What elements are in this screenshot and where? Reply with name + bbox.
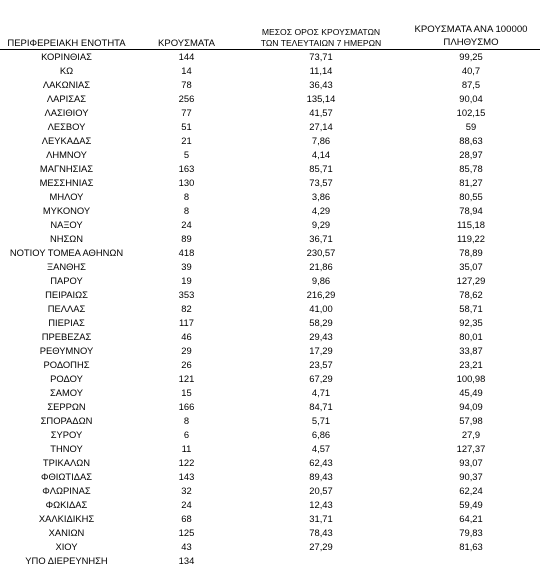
cell-per100k: 88,63 bbox=[459, 134, 483, 146]
cell-cases: 418 bbox=[178, 246, 195, 258]
cell-per100k: 78,89 bbox=[459, 246, 483, 258]
cell-cases: 43 bbox=[181, 540, 192, 552]
cell-region: ΤΗΝΟΥ bbox=[50, 442, 83, 454]
cell-cases: 19 bbox=[181, 274, 192, 286]
cell-avg bbox=[240, 554, 402, 568]
cell-per100k: 127,29 bbox=[456, 274, 486, 286]
cell-cases: 77 bbox=[181, 106, 192, 118]
cell-region: ΛΕΣΒΟΥ bbox=[47, 120, 86, 132]
cell-cases: 32 bbox=[181, 484, 192, 496]
cell-avg: 29,43 bbox=[309, 330, 333, 342]
cell-cases: 11 bbox=[181, 442, 192, 454]
table-row bbox=[0, 120, 540, 134]
cell-avg: 73,57 bbox=[309, 176, 333, 188]
cell-cases: 353 bbox=[178, 288, 195, 300]
cell-per100k: 40,7 bbox=[461, 64, 481, 76]
cell-avg: 84,71 bbox=[309, 400, 333, 412]
table-row bbox=[0, 372, 540, 386]
cell-avg: 20,57 bbox=[309, 484, 333, 496]
cell-avg: 41,00 bbox=[309, 302, 333, 314]
cell-per100k: 23,21 bbox=[459, 358, 483, 370]
header-avg-line1: ΜΕΣΟΣ ΟΡΟΣ ΚΡΟΥΣΜΑΤΩΝ bbox=[261, 26, 381, 37]
cell-cases: 24 bbox=[181, 218, 192, 230]
cell-per100k: 115,18 bbox=[457, 218, 485, 230]
cell-per100k: 78,62 bbox=[459, 288, 483, 300]
table-header bbox=[0, 14, 540, 49]
cell-cases: 6 bbox=[183, 428, 190, 440]
header-per-100k bbox=[402, 14, 540, 49]
cell-cases: 256 bbox=[178, 92, 195, 104]
cell-per100k: 80,55 bbox=[459, 190, 483, 202]
cell-avg: 23,57 bbox=[309, 358, 333, 370]
header-avg-line2: ΤΩΝ ΤΕΛΕΥΤΑΙΩΝ 7 ΗΜΕΡΩΝ bbox=[260, 37, 382, 48]
cell-cases: 134 bbox=[178, 554, 195, 566]
cell-region: ΜΥΚΟΝΟΥ bbox=[42, 204, 91, 216]
cell-region: ΣΑΜΟΥ bbox=[49, 386, 84, 398]
cell-cases: 82 bbox=[181, 302, 192, 314]
cell-avg: 4,71 bbox=[311, 386, 331, 398]
cell-cases: 51 bbox=[181, 120, 192, 132]
table-row bbox=[0, 176, 540, 190]
cell-cases: 144 bbox=[178, 50, 195, 62]
cell-region: ΜΗΛΟΥ bbox=[49, 190, 84, 202]
table-row bbox=[0, 92, 540, 106]
table-row bbox=[0, 358, 540, 372]
cell-cases: 121 bbox=[178, 372, 195, 384]
cell-avg: 135,14 bbox=[306, 92, 336, 104]
cell-avg: 5,71 bbox=[311, 414, 331, 426]
cell-region: ΛΑΣΙΘΙΟΥ bbox=[44, 106, 89, 118]
cell-cases: 15 bbox=[181, 386, 192, 398]
cell-region: ΧΑΝΙΩΝ bbox=[48, 526, 85, 538]
cell-avg: 27,29 bbox=[309, 540, 333, 552]
cell-avg: 3,86 bbox=[311, 190, 331, 202]
cell-per100k: 127,37 bbox=[456, 442, 486, 454]
cell-region: ΠΕΙΡΑΙΩΣ bbox=[45, 288, 88, 300]
table-row bbox=[0, 260, 540, 274]
cell-per100k: 119,22 bbox=[457, 232, 485, 244]
cell-cases: 5 bbox=[183, 148, 190, 160]
cell-cases: 68 bbox=[181, 512, 192, 524]
cell-per100k: 94,09 bbox=[459, 400, 483, 412]
cell-cases: 8 bbox=[183, 190, 190, 202]
table-row bbox=[0, 64, 540, 78]
table-row bbox=[0, 148, 540, 162]
table-row bbox=[0, 162, 540, 176]
table-row bbox=[0, 456, 540, 470]
cell-avg: 9,29 bbox=[311, 218, 331, 230]
cell-region: ΡΟΔΟΠΗΣ bbox=[43, 358, 90, 370]
cell-per100k: 27,9 bbox=[461, 428, 481, 440]
cell-per100k: 33,87 bbox=[459, 344, 483, 356]
table-row bbox=[0, 526, 540, 540]
cell-region: ΡΟΔΟΥ bbox=[50, 372, 83, 384]
cell-per100k: 90,04 bbox=[459, 92, 483, 104]
cell-cases: 8 bbox=[183, 414, 190, 426]
cell-region: ΦΩΚΙΔΑΣ bbox=[45, 498, 88, 510]
table-row bbox=[0, 428, 540, 442]
cell-per100k: 58,71 bbox=[459, 302, 483, 314]
table-row bbox=[0, 274, 540, 288]
table-row bbox=[0, 78, 540, 92]
cell-cases: 130 bbox=[178, 176, 195, 188]
cell-avg: 58,29 bbox=[309, 316, 333, 328]
cell-cases: 46 bbox=[181, 330, 192, 342]
table-row bbox=[0, 554, 540, 568]
cell-avg: 36,43 bbox=[309, 78, 333, 90]
cell-cases: 8 bbox=[183, 204, 190, 216]
cell-per100k: 59 bbox=[465, 120, 477, 132]
cell-per100k bbox=[402, 554, 540, 568]
cell-avg: 9,86 bbox=[311, 274, 331, 286]
cell-per100k: 90,37 bbox=[459, 470, 483, 482]
table-row bbox=[0, 190, 540, 204]
table-row bbox=[0, 400, 540, 414]
cell-per100k: 80,01 bbox=[459, 330, 483, 342]
cell-per100k: 81,63 bbox=[459, 540, 483, 552]
cell-avg: 21,86 bbox=[309, 260, 333, 272]
cell-avg: 230,57 bbox=[306, 246, 336, 258]
cell-cases: 166 bbox=[178, 400, 195, 412]
cell-per100k: 79,83 bbox=[459, 526, 483, 538]
cell-per100k: 45,49 bbox=[459, 386, 483, 398]
cell-region: ΝΗΣΩΝ bbox=[49, 232, 84, 244]
cell-per100k: 59,49 bbox=[459, 498, 483, 510]
cell-per100k: 93,07 bbox=[459, 456, 483, 468]
cell-region: ΜΕΣΣΗΝΙΑΣ bbox=[39, 176, 94, 188]
cell-avg: 27,14 bbox=[309, 120, 333, 132]
cell-avg: 89,43 bbox=[309, 470, 333, 482]
cell-avg: 17,29 bbox=[309, 344, 333, 356]
cell-cases: 143 bbox=[178, 470, 195, 482]
cell-cases: 125 bbox=[178, 526, 195, 538]
cell-region: ΦΘΙΩΤΙΔΑΣ bbox=[40, 470, 93, 482]
cell-avg: 7,86 bbox=[311, 134, 331, 146]
cell-per100k: 87,5 bbox=[461, 78, 481, 90]
cell-cases: 122 bbox=[178, 456, 195, 468]
cell-avg: 67,29 bbox=[309, 372, 333, 384]
cell-per100k: 57,98 bbox=[459, 414, 483, 426]
cell-cases: 29 bbox=[181, 344, 192, 356]
header-region-label: ΠΕΡΙΦΕΡΕΙΑΚΗ ΕΝΟΤΗΤΑ bbox=[7, 37, 126, 49]
table-row bbox=[0, 218, 540, 232]
cell-region: ΛΕΥΚΑΔΑΣ bbox=[41, 134, 92, 146]
cell-avg: 31,71 bbox=[309, 512, 333, 524]
table-row bbox=[0, 134, 540, 148]
cell-avg: 6,86 bbox=[311, 428, 331, 440]
cell-region: ΥΠΟ ΔΙΕΡΕΥΝΗΣΗ bbox=[25, 554, 108, 566]
cell-cases: 14 bbox=[181, 64, 192, 76]
cell-avg: 4,57 bbox=[311, 442, 331, 454]
cell-cases: 39 bbox=[181, 260, 192, 272]
cell-per100k: 28,97 bbox=[459, 148, 483, 160]
cell-region: ΡΕΘΥΜΝΟΥ bbox=[39, 344, 94, 356]
header-cases-label: ΚΡΟΥΣΜΑΤΑ bbox=[158, 37, 215, 49]
cell-cases: 163 bbox=[178, 162, 195, 174]
table-row bbox=[0, 484, 540, 498]
cell-avg: 36,71 bbox=[309, 232, 333, 244]
cell-region: ΧΙΟΥ bbox=[55, 540, 78, 552]
table-row bbox=[0, 540, 540, 554]
cell-region: ΣΕΡΡΩΝ bbox=[47, 400, 86, 412]
cell-per100k: 81,27 bbox=[459, 176, 483, 188]
cell-region: ΠΕΛΛΑΣ bbox=[47, 302, 86, 314]
cell-avg: 4,14 bbox=[311, 148, 331, 160]
cell-avg: 216,29 bbox=[306, 288, 336, 300]
table-row bbox=[0, 330, 540, 344]
cell-region: ΜΑΓΝΗΣΙΑΣ bbox=[39, 162, 94, 174]
cell-avg: 4,29 bbox=[311, 204, 331, 216]
cell-per100k: 78,94 bbox=[459, 204, 483, 216]
cell-region: ΛΗΜΝΟΥ bbox=[46, 148, 87, 160]
cell-region: ΤΡΙΚΑΛΩΝ bbox=[42, 456, 91, 468]
cell-per100k: 92,35 bbox=[459, 316, 483, 328]
cell-per100k: 100,98 bbox=[456, 372, 486, 384]
table-row bbox=[0, 49, 540, 64]
header-region bbox=[0, 14, 133, 49]
table-row bbox=[0, 232, 540, 246]
table-row bbox=[0, 498, 540, 512]
table-row bbox=[0, 414, 540, 428]
cell-cases: 26 bbox=[181, 358, 192, 370]
cell-region: ΛΑΡΙΣΑΣ bbox=[46, 92, 87, 104]
cell-avg: 62,43 bbox=[309, 456, 333, 468]
cell-region: ΠΑΡΟΥ bbox=[50, 274, 83, 286]
cell-avg: 41,57 bbox=[309, 106, 333, 118]
header-per100k-line2: ΠΛΗΘΥΣΜΟ bbox=[443, 36, 499, 48]
cell-region: ΞΑΝΘΗΣ bbox=[47, 260, 86, 272]
table-row bbox=[0, 470, 540, 484]
cell-avg: 78,43 bbox=[309, 526, 333, 538]
cell-region: ΦΛΩΡΙΝΑΣ bbox=[42, 484, 91, 496]
table-row bbox=[0, 106, 540, 120]
cell-region: ΝΑΞΟΥ bbox=[50, 218, 83, 230]
header-row bbox=[0, 14, 540, 49]
cell-avg: 85,71 bbox=[309, 162, 333, 174]
header-avg-7-days bbox=[240, 14, 402, 49]
table-row bbox=[0, 442, 540, 456]
cell-region: ΠΡΕΒΕΖΑΣ bbox=[41, 330, 92, 342]
table-row bbox=[0, 316, 540, 330]
table-body bbox=[0, 49, 540, 568]
cell-per100k: 99,25 bbox=[459, 50, 483, 62]
cell-region: ΚΟΡΙΝΘΙΑΣ bbox=[41, 50, 92, 62]
table-row bbox=[0, 512, 540, 526]
cell-per100k: 35,07 bbox=[459, 260, 483, 272]
cell-region: ΝΟΤΙΟΥ ΤΟΜΕΑ ΑΘΗΝΩΝ bbox=[9, 246, 124, 258]
cell-cases: 21 bbox=[181, 134, 192, 146]
cell-per100k: 85,78 bbox=[459, 162, 483, 174]
cell-per100k: 64,21 bbox=[459, 512, 483, 524]
table-row bbox=[0, 344, 540, 358]
cell-region: ΣΠΟΡΑΔΩΝ bbox=[40, 414, 93, 426]
cell-cases: 24 bbox=[181, 498, 192, 510]
cell-region: ΣΥΡΟΥ bbox=[50, 428, 83, 440]
cell-avg: 11,14 bbox=[309, 64, 333, 76]
table-row bbox=[0, 302, 540, 316]
table-row bbox=[0, 386, 540, 400]
header-cases bbox=[133, 14, 240, 49]
cell-per100k: 62,24 bbox=[459, 484, 483, 496]
cell-cases: 78 bbox=[181, 78, 192, 90]
cell-cases: 117 bbox=[179, 316, 194, 328]
cell-avg: 73,71 bbox=[309, 50, 333, 62]
cell-region: ΠΙΕΡΙΑΣ bbox=[48, 316, 85, 328]
cell-per100k: 102,15 bbox=[456, 106, 486, 118]
cases-table bbox=[0, 14, 540, 568]
table-row bbox=[0, 204, 540, 218]
table-row bbox=[0, 288, 540, 302]
cell-avg: 12,43 bbox=[309, 498, 333, 510]
table-row bbox=[0, 246, 540, 260]
cell-region: ΚΩ bbox=[59, 64, 74, 76]
header-per100k-line1: ΚΡΟΥΣΜΑΤΑ ΑΝΑ 100000 bbox=[414, 23, 528, 35]
cell-cases: 89 bbox=[181, 232, 192, 244]
cell-region: ΛΑΚΩΝΙΑΣ bbox=[42, 78, 91, 90]
cell-region: ΧΑΛΚΙΔΙΚΗΣ bbox=[38, 512, 95, 524]
